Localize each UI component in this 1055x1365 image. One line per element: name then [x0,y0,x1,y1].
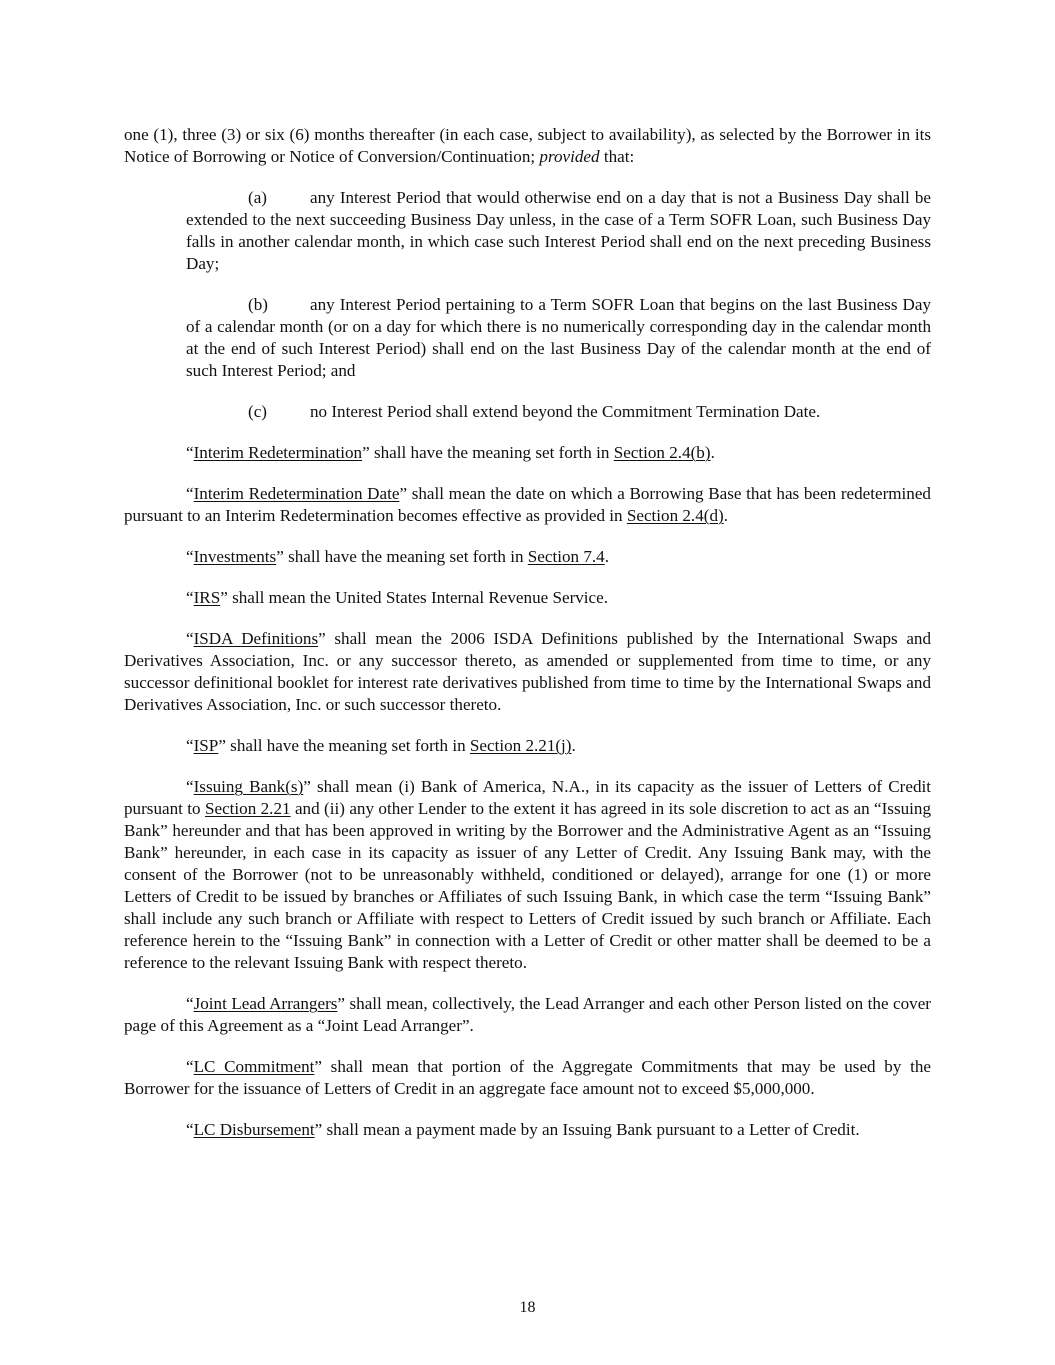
open-quote: “ [186,1120,194,1139]
open-quote: “ [186,547,194,566]
definition-irs [124,587,931,609]
definition-investments [124,546,931,568]
clause-b-text: any Interest Period pertaining to a Term SOFR Loan that begins on the last Business Day of a calendar month (or on a day for which there is no numerically corresponding day in the calendar month at the end of such Interest Period) shall end on the last Business Day of the calendar month at the end of such Interest Period; and [186,295,931,380]
defined-term: Issuing Bank(s) [193,777,304,796]
open-quote: “ [186,736,194,755]
open-quote: “ [186,629,194,648]
open-quote: “ [186,443,194,462]
definition-text: ” shall mean the United States Internal Revenue Service. [220,588,609,607]
section-reference: Section 2.4(d) [626,506,724,525]
section-reference: Section 7.4 [527,547,605,566]
clause-b [186,294,931,382]
definition-text: ” shall mean that portion of the Aggregate Commitments that may be used by the Borrower for the issuance of Letters of Credit in an aggregate face amount not to exceed $5,000,000. [124,1057,931,1098]
page-number: 18 [519,1299,536,1316]
defined-term: IRS [193,588,221,607]
definition-joint-lead-arrangers [124,993,931,1037]
definition-interim-redetermination-date [124,483,931,527]
definition-text: ” shall have the meaning set forth in [218,736,470,755]
intro-text-end: that: [599,147,635,166]
definition-lc-disbursement [124,1119,931,1141]
definition-end: . [710,443,715,462]
definition-isp [124,735,931,757]
clause-b-label: (b) [248,295,268,314]
open-quote: “ [186,588,194,607]
definition-end: . [571,736,576,755]
defined-term: ISP [193,736,219,755]
defined-term: Interim Redetermination Date [193,484,400,503]
defined-term: LC Disbursement [193,1120,315,1139]
definition-text: ” shall mean a payment made by an Issuing Bank pursuant to a Letter of Credit. [314,1120,860,1139]
defined-term: Investments [193,547,277,566]
definition-interim-redetermination [124,442,931,464]
clause-c [186,401,931,423]
definition-text-continued: and (ii) any other Lender to the extent it has agreed in its sole discretion to act as an “Issuing Bank” hereunder and that has been approved in writing by the Borrower and the Administrative Agent as an “Issuing Bank” hereunder, in each case in its capacity as issuer of any Letter of Credit. Any Issuing Bank may, with the consent of the Borrower (not to be unreasonably withheld, conditioned or delayed), arrange for one (1) or more Letters of Credit to be issued by branches or Affiliates of such Issuing Bank, in which case the term “Issuing Bank” shall include any such branch or Affiliate with respect to Letters of Credit issued by such branch or Affiliate. Each reference herein to the “Issuing Bank” in connection with a Letter of Credit or other matter shall be deemed to be a reference to the relevant Issuing Bank with respect thereto. [124,799,931,972]
clause-a-label: (a) [248,188,267,207]
clause-a [186,187,931,275]
definition-text: ” shall have the meaning set forth in [362,443,614,462]
definition-text: ” shall mean, collectively, the Lead Arranger and each other Person listed on the cover page of this Agreement as a “Joint Lead Arranger”. [124,994,931,1035]
intro-italic-provided: provided [539,147,600,166]
document-page [124,124,931,1160]
defined-term: Interim Redetermination [193,443,363,462]
defined-term: ISDA Definitions [193,629,319,648]
clause-a-text: any Interest Period that would otherwise end on a day that is not a Business Day shall be extended to the next succeeding Business Day unless, in the case of a Term SOFR Loan, such Business Day falls in another calendar month, in which case such Interest Period shall end on the next preceding Business Day; [186,188,931,273]
section-reference: Section 2.21(j) [469,736,572,755]
open-quote: “ [186,1057,194,1076]
definition-isda-definitions [124,628,931,716]
definition-end: . [723,506,728,525]
open-quote: “ [186,484,194,503]
defined-term: Joint Lead Arrangers [193,994,338,1013]
clause-c-text: no Interest Period shall extend beyond the Commitment Termination Date. [310,402,821,421]
intro-text-start: one (1), three (3) or six (6) months thereafter (in each case, subject to availability), as selected by the Borrower in its Notice of Borrowing or Notice of Conversion/Continuation; [124,125,931,166]
definition-issuing-bank [124,776,931,974]
definition-text: ” shall have the meaning set forth in [276,547,528,566]
open-quote: “ [186,777,194,796]
clause-c-label: (c) [248,402,267,421]
section-reference: Section 2.21 [204,799,291,818]
defined-term: LC Commitment [193,1057,315,1076]
definition-text: ” shall mean the date on which a Borrowing Base that has been redetermined pursuant to an Interim Redetermination becomes effective as provided in [124,484,931,525]
definition-text: ” shall mean the 2006 ISDA Definitions published by the International Swaps and Derivatives Association, Inc. or any successor thereto, as amended or supplemented from time to time, or any successor definitional booklet for interest rate derivatives published from time to time by the International Swaps and Derivatives Association, Inc. or such successor thereto. [124,629,931,714]
open-quote: “ [186,994,194,1013]
section-reference: Section 2.4(b) [613,443,711,462]
interest-period-intro-paragraph [124,124,931,168]
definition-lc-commitment [124,1056,931,1100]
definition-end: . [604,547,609,566]
definition-text: ” shall mean (i) Bank of America, N.A., in its capacity as the issuer of Letters of Credit pursuant to [124,777,932,818]
